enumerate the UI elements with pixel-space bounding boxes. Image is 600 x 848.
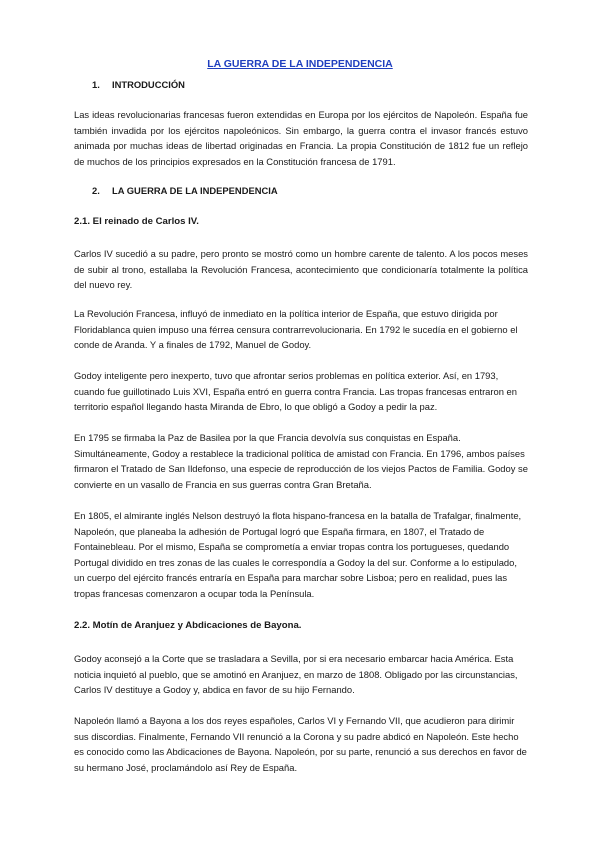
paragraph-carlos-iv: Carlos IV sucedió a su padre, pero pronto se mostró como un hombre carente de talento. A los pocos meses de subir al trono, estallaba la Revolución Francesa, acontecimiento que condicionaría totalmente la política del nuevo rey. — [74, 248, 528, 291]
section-2-title: LA GUERRA DE LA INDEPENDENCIA — [112, 185, 278, 196]
paragraph-aranjuez: Godoy aconsejó a la Corte que se trasladara a Sevilla, por si era necesario embarcar hacia América. Esta noticia inquietó al pueblo, que se amotinó en Aranjuez, en marzo de 1808. Obligado por las circunstancias, Carlos IV destituye a Godoy y, abdica en favor de su hijo Fernando. — [74, 653, 518, 696]
section-1-heading — [92, 79, 185, 90]
paragraph-trafalgar: En 1805, el almirante inglés Nelson destruyó la flota hispano-francesa en la batalla de Trafalgar, finalmente, Napoleón, que planeaba la adhesión de Portugal logró que España firmara, en 1807, el Tratado de Fontainebleau. Por el mismo, España se comprometía a enviar tropas contra los portugueses, quedando Portugal dividido en tres zonas de las cuales le correspondía a Godoy la del sur. Conforme a lo estipulado, un cuerpo del ejército francés entraría en España para marchar sobre Lisboa; pero en realidad, pues las tropas francesas comenzaron a ocupar toda la Península. — [74, 510, 522, 599]
section-1-number: 1. — [92, 79, 100, 90]
subsection-2-2-heading: 2.2. Motín de Aranjuez y Abdicaciones de Bayona. — [74, 620, 302, 631]
section-2-heading — [92, 185, 278, 196]
paragraph-godoy: Godoy inteligente pero inexperto, tuvo que afrontar serios problemas en política exterior. Así, en 1793, cuando fue guillotinado Luis XVI, España entró en guerra contra Francia. Las tropas francesas entraron en territorio español llegando hasta Miranda de Ebro, lo que obligó a Godoy a pedir la paz. — [74, 370, 517, 413]
paragraph-revolucion: La Revolución Francesa, influyó de inmediato en la política interior de España, que estuvo dirigida por Floridablanca quien impuso una férrea censura contrarrevolucionaria. En 1792 le sucedía en el gobierno el conde de Aranda. Y a finales de 1792, Manuel de Godoy. — [74, 308, 518, 351]
section-2-number: 2. — [92, 185, 100, 196]
section-1-title: INTRODUCCIÓN — [112, 79, 185, 90]
intro-paragraph: Las ideas revolucionarias francesas fueron extendidas en Europa por los ejércitos de Napoleón. España fue también invadida por los ejércitos napoleónicos. Sin embargo, la guerra contra el invasor francés estuvo animada por muchas ideas de libertad originadas en Francia. La propia Constitución de 1812 fue un reflejo de muchos de los principios expresados en la Constitución francesa de 1791. — [74, 109, 528, 167]
document-title: LA GUERRA DE LA INDEPENDENCIA — [207, 58, 393, 70]
subsection-2-1-heading: 2.1. El reinado de Carlos IV. — [74, 216, 199, 227]
paragraph-paz-basilea: En 1795 se firmaba la Paz de Basilea por la que Francia devolvía sus conquistas en España. Simultáneamente, Godoy a restablece la tradicional política de amistad con Francia. En 1796, ambos países firmaron el Tratado de San Ildefonso, una especie de reproducción de los viejos Pactos de Familia. Godoy se convierte en un vasallo de Francia en sus guerras contra Gran Bretaña. — [74, 432, 528, 490]
paragraph-bayona: Napoleón llamó a Bayona a los dos reyes españoles, Carlos VI y Fernando VII, que acudieron para dirimir sus discordias. Finalmente, Fernando VII renunció a la Corona y su padre abdicó en Napoleón. Este hecho es conocido como las Abdicaciones de Bayona. Napoleón, por su parte, renunció a sus derechos en favor de su hermano José, proclamándolo así Rey de España. — [74, 715, 527, 773]
